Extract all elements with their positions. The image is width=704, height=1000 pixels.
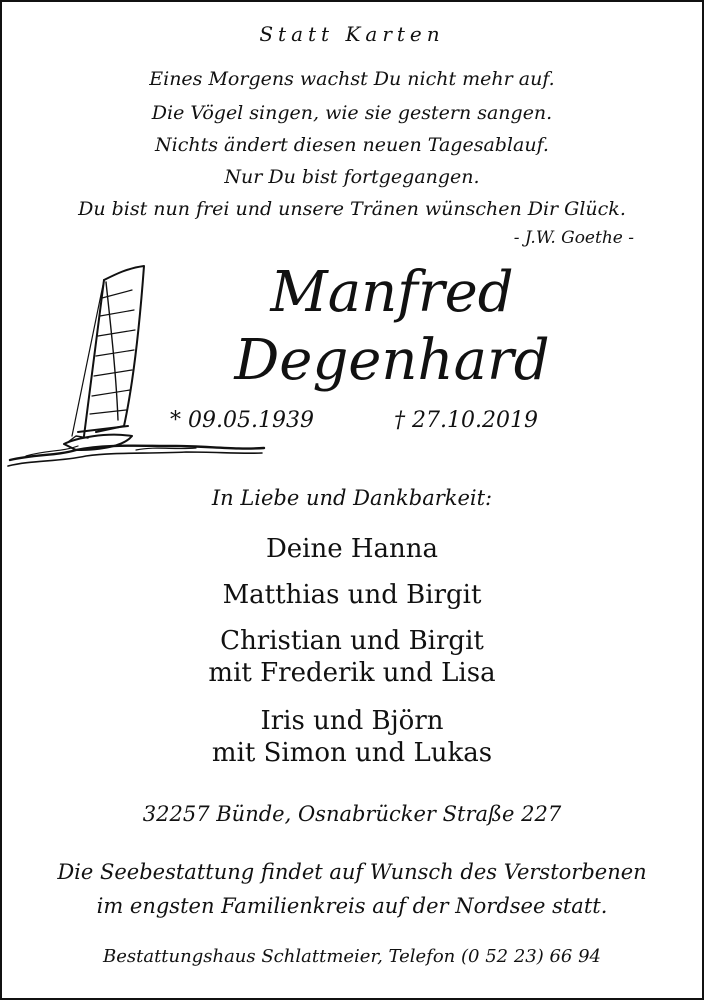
mourner-line-3: Christian und Birgit bbox=[220, 626, 484, 656]
funeral-note-line-2: im engsten Familienkreis auf der Nordsee statt. bbox=[96, 894, 608, 918]
mourner-line-5: Iris und Björn bbox=[260, 706, 444, 736]
mourner-line-2: Matthias und Birgit bbox=[222, 580, 482, 610]
mourners-intro: In Liebe und Dankbarkeit: bbox=[211, 486, 493, 510]
mourner-line-1: Deine Hanna bbox=[265, 534, 439, 564]
poem-line-2: Die Vögel singen, wie sie gestern sangen. bbox=[151, 102, 553, 124]
address: 32257 Bünde, Osnabrücker Straße 227 bbox=[142, 802, 562, 826]
poem-line-5: Du bist nun frei und unsere Tränen wünschen Dir Glück. bbox=[78, 198, 626, 220]
mourner-line-6: mit Simon und Lukas bbox=[211, 738, 493, 768]
poem-line-3: Nichts ändert diesen neuen Tagesablauf. bbox=[155, 134, 549, 156]
poem-author: - J.W. Goethe - bbox=[513, 228, 634, 248]
mourner-line-4: mit Frederik und Lisa bbox=[208, 658, 496, 688]
death-date: † 27.10.2019 bbox=[394, 408, 538, 433]
funeral-note-line-1: Die Seebestattung findet auf Wunsch des Verstorbenen bbox=[57, 860, 647, 884]
poem-line-1: Eines Morgens wachst Du nicht mehr auf. bbox=[149, 68, 555, 90]
birth-date: * 09.05.1939 bbox=[170, 408, 314, 433]
poem-line-4: Nur Du bist fortgegangen. bbox=[224, 166, 480, 188]
undertaker-contact: Bestattungshaus Schlattmeier, Telefon (0 52 23) 66 94 bbox=[102, 946, 601, 967]
deceased-first-name: Manfred bbox=[270, 260, 514, 325]
header-statt-karten: Statt Karten bbox=[259, 22, 445, 46]
deceased-last-name: Degenhard bbox=[234, 328, 550, 393]
